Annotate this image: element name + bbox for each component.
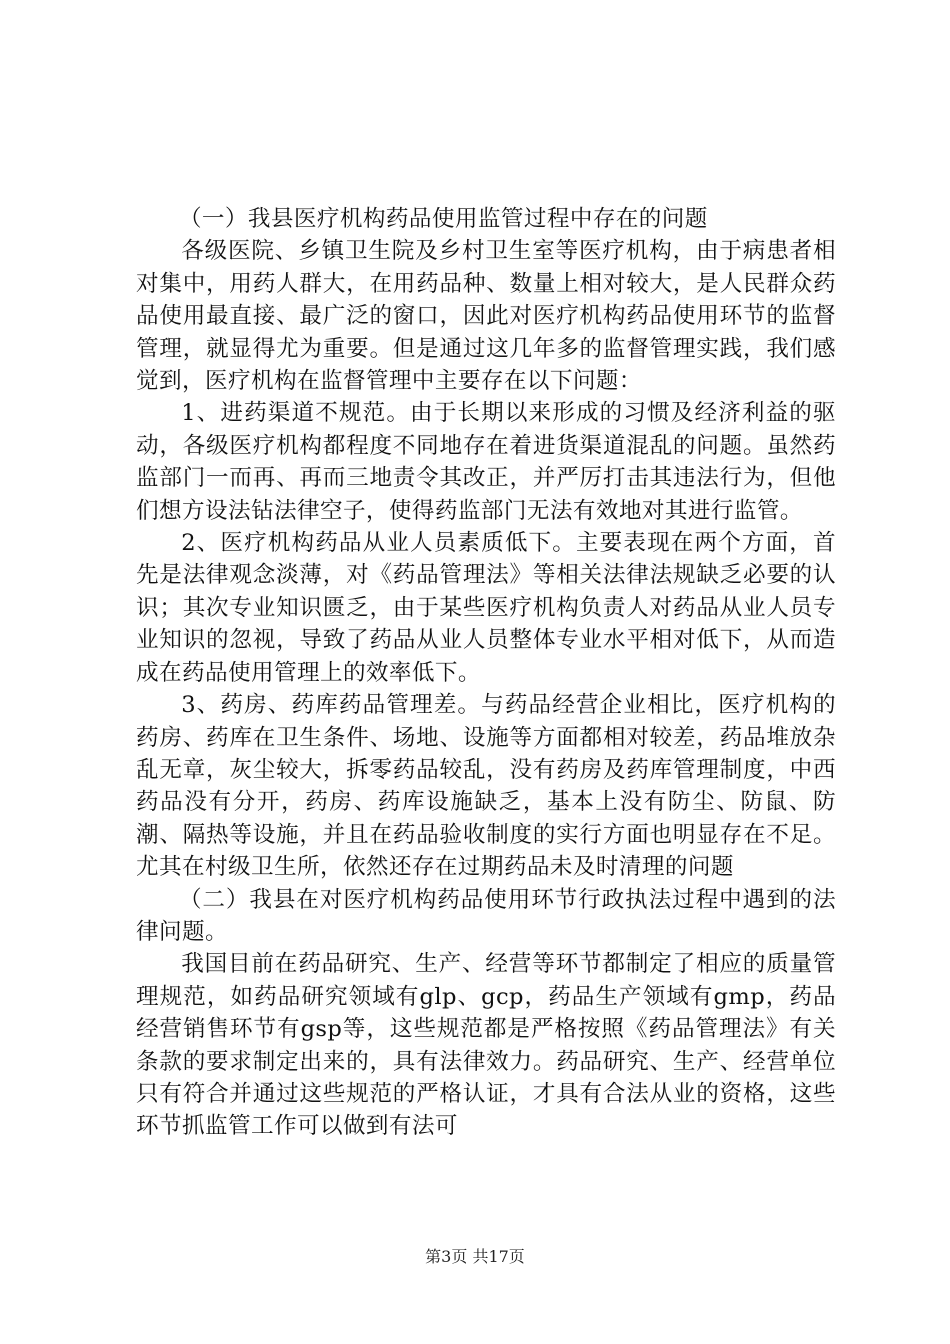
- paragraph-1: 各级医院、乡镇卫生院及乡村卫生室等医疗机构，由于病患者相对集中，用药人群大，在用药品种、数量上相对较大，是人民群众药品使用最直接、最广泛的窗口，因此对医疗机构药品使用环节的监督管理，就显得尤为重要。但是通过这几年多的监督管理实践，我们感觉到，医疗机构在监督管理中主要存在以下问题：: [136, 238, 836, 395]
- page-number-footer: 第3页 共17页: [425, 1247, 525, 1266]
- section-heading-1: （一）我县医疗机构药品使用监管过程中存在的问题: [178, 206, 708, 232]
- document-body: [136, 203, 836, 1143]
- paragraph-5: 我国目前在药品研究、生产、经营等环节都制定了相应的质量管理规范，如药品研究领域有glp、gcp，药品生产领域有gmp，药品经营销售环节有gsp等，这些规范都是严格按照《药品管理法》有关条款的要求制定出来的，具有法律效力。药品研究、生产、经营单位只有符合并通过这些规范的严格认证，才具有合法从业的资格，这些环节抓监管工作可以做到有法可: [136, 951, 836, 1140]
- paragraph-4: 3、药房、药库药品管理差。与药品经营企业相比，医疗机构的药房、药库在卫生条件、场地、设施等方面都相对较差，药品堆放杂乱无章，灰尘较大，拆零药品较乱，没有药房及药库管理制度，中西药品没有分开，药房、药库设施缺乏，基本上没有防尘、防鼠、防潮、隔热等设施，并且在药品验收制度的实行方面也明显存在不足。尤其在村级卫生所，依然还存在过期药品未及时清理的问题: [136, 692, 836, 881]
- section-heading-2: （二）我县在对医疗机构药品使用环节行政执法过程中遇到的法律问题。: [136, 886, 836, 945]
- paragraph-2: 1、进药渠道不规范。由于长期以来形成的习惯及经济利益的驱动，各级医疗机构都程度不同地存在着进货渠道混乱的问题。虽然药监部门一而再、再而三地责令其改正，并严厉打击其违法行为，但他们想方设法钻法律空子，使得药监部门无法有效地对其进行监管。: [136, 400, 836, 524]
- paragraph-3: 2、医疗机构药品从业人员素质低下。主要表现在两个方面，首先是法律观念淡薄，对《药品管理法》等相关法律法规缺乏必要的认识；其次专业知识匮乏，由于某些医疗机构负责人对药品从业人员专业知识的忽视，导致了药品从业人员整体专业水平相对低下，从而造成在药品使用管理上的效率低下。: [136, 530, 836, 686]
